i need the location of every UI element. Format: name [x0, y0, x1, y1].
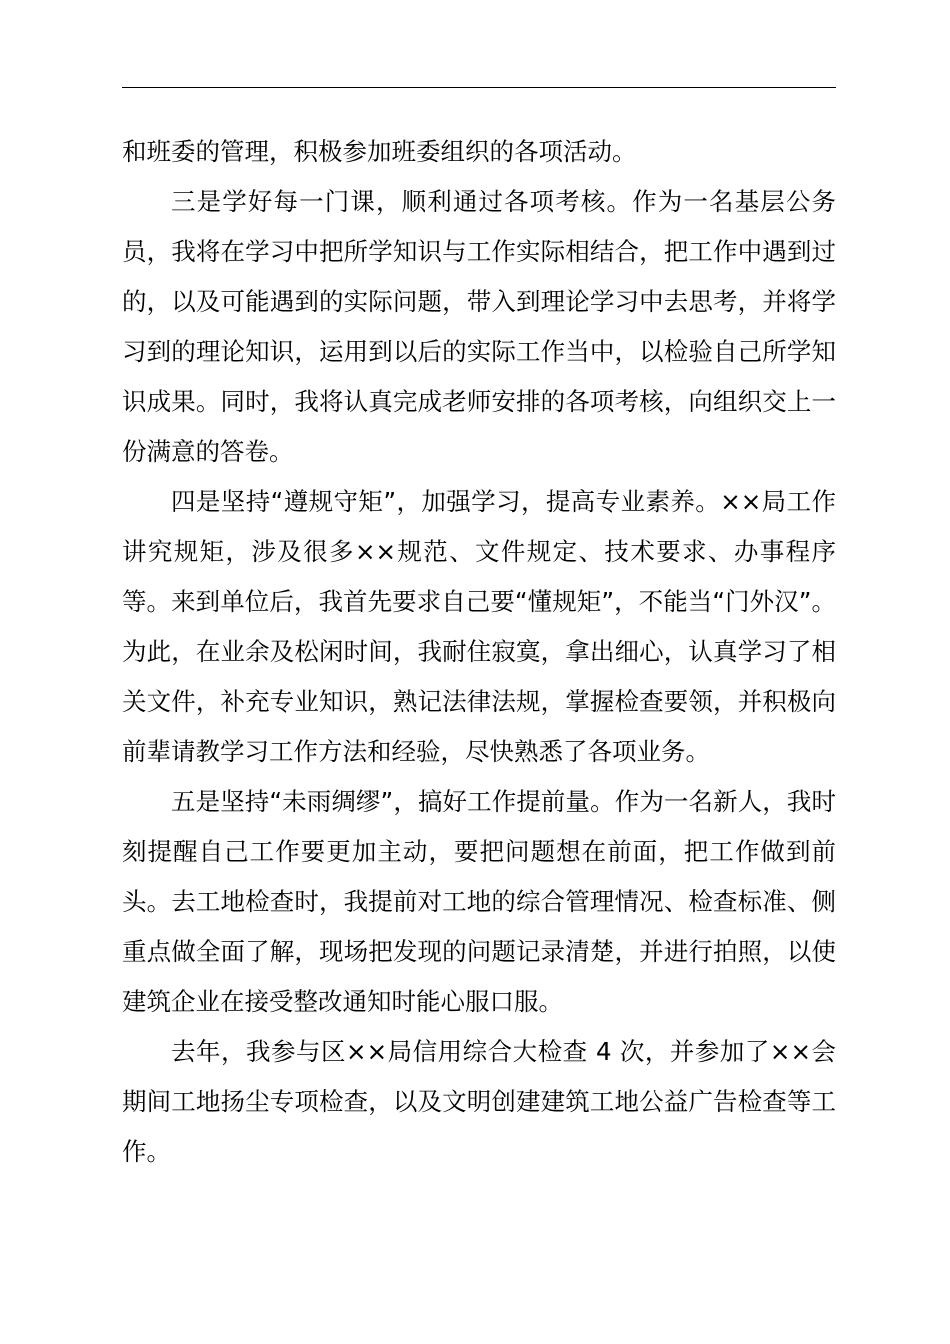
paragraph-4: 五是坚持“未雨绸缪”，搞好工作提前量。作为一名新人，我时刻提醒自己工作要更加主动，要把问题想在前面，把工作做到前头。去工地检查时，我提前对工地的综合管理情况、检查标准、侧重点做全面了解，现场把发现的问题记录清楚，并进行拍照，以使建筑企业在接受整改通知时能心服口服。: [122, 787, 836, 1016]
header-rule: [122, 87, 836, 88]
paragraph-2: 三是学好每一门课，顺利通过各项考核。作为一名基层公务员，我将在学习中把所学知识与工作实际相结合，把工作中遇到过的，以及可能遇到的实际问题，带入到理论学习中去思考，并将学习到的理论知识，运用到以后的实际工作当中，以检验自己所学知识成果。同时，我将认真完成老师安排的各项考核，向组织交上一份满意的答卷。: [122, 187, 836, 466]
paragraph-3: 四是坚持“遵规守矩”，加强学习，提高专业素养。××局工作讲究规矩，涉及很多××规范、文件规定、技术要求、办事程序等。来到单位后，我首先要求自己要“懂规矩”，不能当“门外汉”。为此，在业余及松闲时间，我耐住寂寞，拿出细心，认真学习了相关文件，补充专业知识，熟记法律法规，掌握检查要领，并积极向前辈请教学习工作方法和经验，尽快熟悉了各项业务。: [122, 487, 836, 766]
paragraph-5: 去年，我参与区××局信用综合大检查 4 次，并参加了××会期间工地扬尘专项检查，以及文明创建建筑工地公益广告检查等工作。: [122, 1037, 836, 1166]
paragraph-1: 和班委的管理，积极参加班委组织的各项活动。: [122, 137, 637, 166]
document-body: [122, 127, 836, 1177]
